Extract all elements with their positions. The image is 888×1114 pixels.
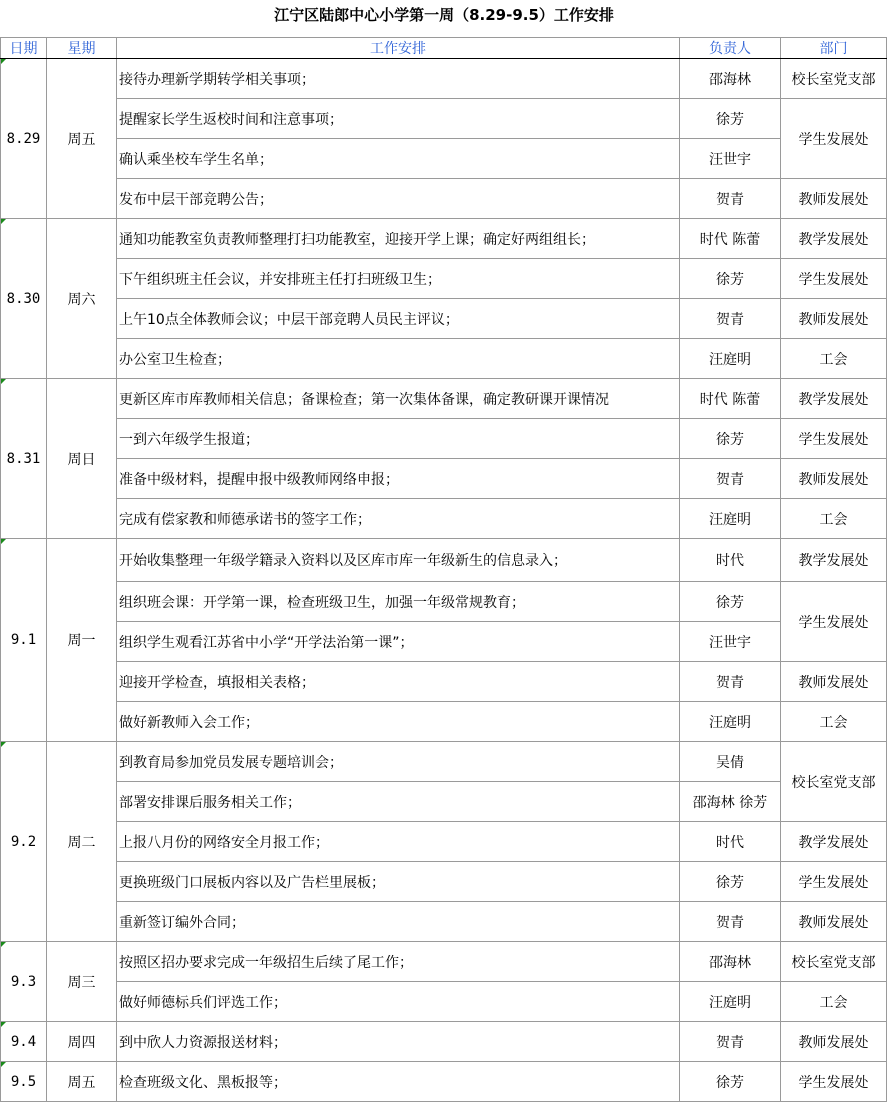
task-cell: 做好师德标兵们评选工作； — [117, 982, 680, 1022]
table-row — [1, 1022, 887, 1062]
person-cell: 徐芳 — [680, 419, 781, 459]
person-cell: 贺青 — [680, 299, 781, 339]
dept-cell: 工会 — [781, 982, 887, 1022]
table-row — [1, 379, 887, 419]
table-row — [1, 539, 887, 582]
dept-cell: 教师发展处 — [781, 299, 887, 339]
date-cell: 9.1 — [1, 539, 47, 742]
task-cell: 下午组织班主任会议，并安排班主任打扫班级卫生； — [117, 259, 680, 299]
dept-cell: 工会 — [781, 702, 887, 742]
task-cell: 上午10点全体教师会议；中层干部竞聘人员民主评议； — [117, 299, 680, 339]
person-cell: 贺青 — [680, 902, 781, 942]
dept-cell: 学生发展处 — [781, 582, 887, 662]
date-cell: 8.31 — [1, 379, 47, 539]
person-cell: 贺青 — [680, 662, 781, 702]
person-cell: 邵海林 — [680, 59, 781, 99]
person-cell: 徐芳 — [680, 1062, 781, 1102]
table-row — [1, 459, 887, 499]
header-row — [1, 38, 887, 59]
table-row — [1, 782, 887, 822]
person-cell: 邵海林 徐芳 — [680, 782, 781, 822]
dept-cell: 教师发展处 — [781, 1022, 887, 1062]
person-cell: 徐芳 — [680, 582, 781, 622]
dept-cell: 学生发展处 — [781, 99, 887, 179]
table-row — [1, 99, 887, 139]
dept-cell: 教师发展处 — [781, 459, 887, 499]
table-row — [1, 339, 887, 379]
table-row — [1, 742, 887, 782]
task-cell: 确认乘坐校车学生名单； — [117, 139, 680, 179]
table-row — [1, 662, 887, 702]
table-row — [1, 982, 887, 1022]
task-cell: 上报八月份的网络安全月报工作； — [117, 822, 680, 862]
header-task: 工作安排 — [117, 38, 680, 59]
table-row — [1, 822, 887, 862]
dept-cell: 教师发展处 — [781, 902, 887, 942]
table-row — [1, 622, 887, 662]
weekday-cell: 周四 — [47, 1022, 117, 1062]
table-row — [1, 299, 887, 339]
person-cell: 徐芳 — [680, 862, 781, 902]
person-cell: 徐芳 — [680, 99, 781, 139]
task-cell: 检查班级文化、黑板报等； — [117, 1062, 680, 1102]
dept-cell: 学生发展处 — [781, 419, 887, 459]
date-cell: 9.5 — [1, 1062, 47, 1102]
task-cell: 发布中层干部竞聘公告； — [117, 179, 680, 219]
table-row — [1, 702, 887, 742]
table-row — [1, 139, 887, 179]
task-cell: 一到六年级学生报道； — [117, 419, 680, 459]
weekday-cell: 周一 — [47, 539, 117, 742]
person-cell: 时代 — [680, 539, 781, 582]
table-row — [1, 1062, 887, 1102]
weekday-cell: 周五 — [47, 59, 117, 219]
dept-cell: 学生发展处 — [781, 259, 887, 299]
dept-cell: 校长室党支部 — [781, 942, 887, 982]
page-title: 江宁区陆郎中心小学第一周（8.29-9.5）工作安排 — [274, 6, 614, 24]
person-cell: 徐芳 — [680, 259, 781, 299]
task-cell: 更换班级门口展板内容以及广告栏里展板； — [117, 862, 680, 902]
person-cell: 时代 陈蕾 — [680, 379, 781, 419]
dept-cell: 教学发展处 — [781, 539, 887, 582]
person-cell: 汪庭明 — [680, 499, 781, 539]
dept-cell: 教学发展处 — [781, 822, 887, 862]
task-cell: 接待办理新学期转学相关事项； — [117, 59, 680, 99]
person-cell: 时代 陈蕾 — [680, 219, 781, 259]
task-cell: 做好新教师入会工作； — [117, 702, 680, 742]
dept-cell: 校长室党支部 — [781, 59, 887, 99]
task-cell: 通知功能教室负责教师整理打扫功能教室，迎接开学上课；确定好两组组长； — [117, 219, 680, 259]
person-cell: 贺青 — [680, 179, 781, 219]
dept-cell: 工会 — [781, 339, 887, 379]
table-row — [1, 219, 887, 259]
table-row — [1, 259, 887, 299]
person-cell: 汪世宇 — [680, 139, 781, 179]
schedule-table — [0, 37, 887, 1102]
date-cell: 9.3 — [1, 942, 47, 1022]
table-row — [1, 582, 887, 622]
table-row — [1, 499, 887, 539]
date-cell: 9.2 — [1, 742, 47, 942]
weekday-cell: 周日 — [47, 379, 117, 539]
weekday-cell: 周二 — [47, 742, 117, 942]
date-cell: 9.4 — [1, 1022, 47, 1062]
dept-cell: 工会 — [781, 499, 887, 539]
person-cell: 时代 — [680, 822, 781, 862]
table-row — [1, 419, 887, 459]
task-cell: 组织学生观看江苏省中小学“开学法治第一课”； — [117, 622, 680, 662]
task-cell: 完成有偿家教和师德承诺书的签字工作； — [117, 499, 680, 539]
person-cell: 吴倩 — [680, 742, 781, 782]
dept-cell: 教学发展处 — [781, 379, 887, 419]
weekday-cell: 周三 — [47, 942, 117, 1022]
header-dept: 部门 — [781, 38, 887, 59]
person-cell: 汪庭明 — [680, 982, 781, 1022]
person-cell: 汪世宇 — [680, 622, 781, 662]
person-cell: 邵海林 — [680, 942, 781, 982]
table-row — [1, 862, 887, 902]
task-cell: 提醒家长学生返校时间和注意事项； — [117, 99, 680, 139]
task-cell: 按照区招办要求完成一年级招生后续了尾工作； — [117, 942, 680, 982]
date-cell: 8.29 — [1, 59, 47, 219]
person-cell: 汪庭明 — [680, 339, 781, 379]
task-cell: 部署安排课后服务相关工作； — [117, 782, 680, 822]
task-cell: 办公室卫生检查； — [117, 339, 680, 379]
header-person: 负责人 — [680, 38, 781, 59]
person-cell: 贺青 — [680, 1022, 781, 1062]
date-cell: 8.30 — [1, 219, 47, 379]
weekday-cell: 周五 — [47, 1062, 117, 1102]
task-cell: 迎接开学检查，填报相关表格； — [117, 662, 680, 702]
dept-cell: 学生发展处 — [781, 1062, 887, 1102]
table-row — [1, 179, 887, 219]
task-cell: 组织班会课：开学第一课，检查班级卫生，加强一年级常规教育； — [117, 582, 680, 622]
table-row — [1, 902, 887, 942]
dept-cell: 学生发展处 — [781, 862, 887, 902]
person-cell: 汪庭明 — [680, 702, 781, 742]
dept-cell: 教师发展处 — [781, 179, 887, 219]
dept-cell: 教学发展处 — [781, 219, 887, 259]
task-cell: 更新区库市库教师相关信息；备课检查；第一次集体备课，确定教研课开课情况 — [117, 379, 680, 419]
header-weekday: 星期 — [47, 38, 117, 59]
task-cell: 到中欣人力资源报送材料； — [117, 1022, 680, 1062]
table-row — [1, 942, 887, 982]
task-cell: 开始收集整理一年级学籍录入资料以及区库市库一年级新生的信息录入； — [117, 539, 680, 582]
task-cell: 准备中级材料，提醒申报中级教师网络申报； — [117, 459, 680, 499]
weekday-cell: 周六 — [47, 219, 117, 379]
task-cell: 重新签订编外合同； — [117, 902, 680, 942]
header-date: 日期 — [1, 38, 47, 59]
dept-cell: 教师发展处 — [781, 662, 887, 702]
table-row — [1, 59, 887, 99]
person-cell: 贺青 — [680, 459, 781, 499]
dept-cell: 校长室党支部 — [781, 742, 887, 822]
task-cell: 到教育局参加党员发展专题培训会； — [117, 742, 680, 782]
